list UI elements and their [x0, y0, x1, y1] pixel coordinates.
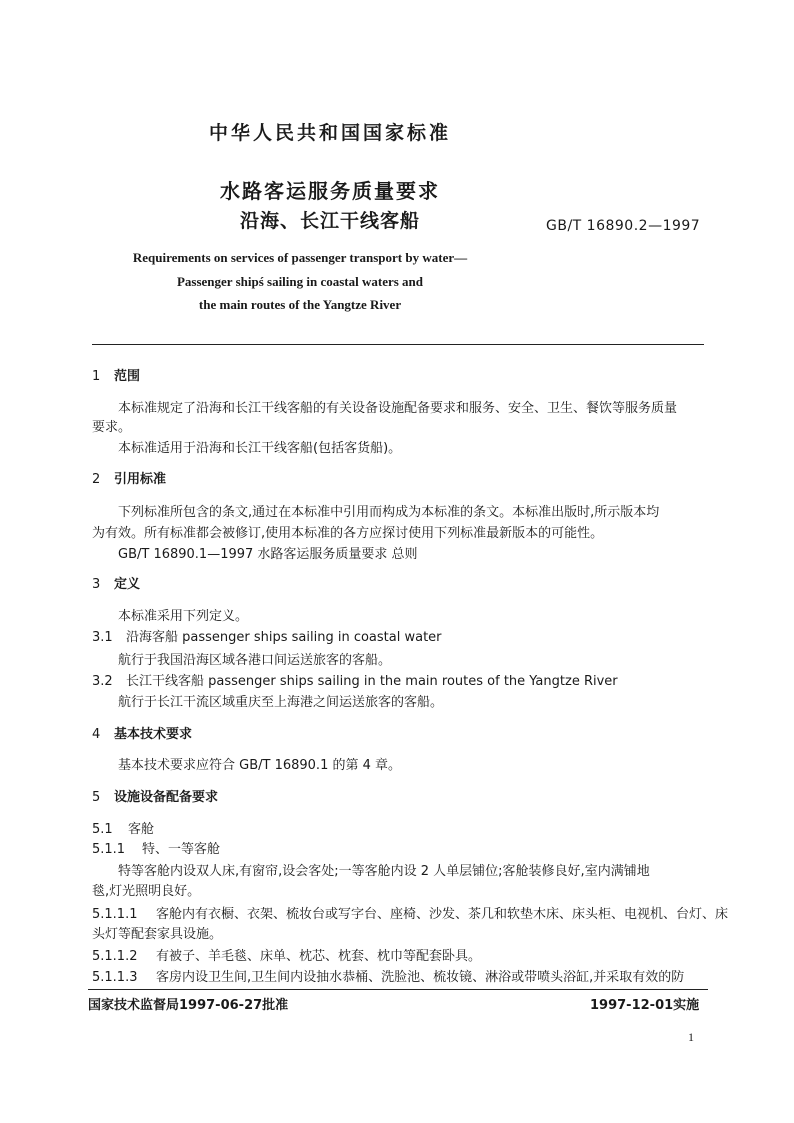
- clause-number: 5.1.1: [92, 842, 126, 857]
- paragraph-line: 为有效。所有标准都会被修订,使用本标准的各方应探讨使用下列标准最新版本的可能性。: [92, 526, 604, 541]
- clause-line: [92, 966, 684, 985]
- paragraph-line: 基本技术要求应符合 GB/T 16890.1 的第 4 章。: [118, 758, 402, 773]
- clause-line: [92, 945, 481, 964]
- document-subtitle: 沿海、长江干线客船: [239, 210, 420, 232]
- clause-text: 客房内设卫生间,卫生间内设抽水恭桶、洗脸池、梳妆镜、淋浴或带喷头浴缸,并采取有效的防: [156, 970, 685, 985]
- english-title-line-2: Passenger shipś sailing in coastal waters and: [176, 274, 424, 289]
- section-title: 定义: [114, 577, 141, 592]
- english-title-line-1: Requirements on services of passenger transport by water—: [132, 250, 468, 265]
- paragraph-line: 航行于我国沿海区域各港口间运送旅客的客船。: [118, 653, 392, 668]
- paragraph-line: 本标准规定了沿海和长江干线客船的有关设备设施配备要求和服务、安全、卫生、餐饮等服务质量: [118, 401, 678, 416]
- clause-text: 特、一等客舱: [142, 842, 221, 857]
- clause-text: 客舱内有衣橱、衣架、梳妆台或写字台、座椅、沙发、茶几和软垫木床、床头柜、电视机、台灯、床: [156, 907, 729, 922]
- clause-text: 沿海客船 passenger ships sailing in coastal water: [126, 630, 442, 645]
- section-heading: [92, 468, 166, 487]
- header-divider: [92, 344, 704, 345]
- section-title: 基本技术要求: [114, 727, 193, 742]
- clause-line: [92, 838, 220, 857]
- section-number: 4: [92, 727, 101, 742]
- clause-text: 有被子、羊毛毯、床单、枕芯、枕套、枕巾等配套卧具。: [156, 949, 482, 964]
- section-heading: [92, 786, 218, 805]
- clause-text: 客舱: [128, 822, 155, 837]
- approval-line: 国家技术监督局1997-06-27批准: [88, 998, 289, 1013]
- paragraph-line: 毯,灯光照明良好。: [92, 884, 201, 899]
- section-title: 引用标准: [114, 472, 167, 487]
- document-title: 水路客运服务质量要求: [220, 179, 440, 203]
- standard-code: GB/T 16890.2—1997: [546, 218, 701, 234]
- section-number: 1: [92, 369, 101, 384]
- clause-text: 长江干线客船 passenger ships sailing in the main routes of the Yangtze River: [126, 674, 618, 689]
- section-title: 范围: [114, 369, 141, 384]
- clause-number: 3.2: [92, 674, 113, 689]
- paragraph-line: 本标准适用于沿海和长江干线客船(包括客货船)。: [118, 441, 402, 456]
- clause-number: 5.1.1.2: [92, 949, 138, 964]
- paragraph-line: 特等客舱内设双人床,有窗帘,设会客处;一等客舱内设 2 人单层铺位;客舱装修良好,室内满铺地: [118, 864, 650, 879]
- paragraph-line: 航行于长江干流区域重庆至上海港之间运送旅客的客船。: [118, 695, 444, 710]
- paragraph-line: 头灯等配套家具设施。: [92, 927, 223, 942]
- footer-divider: [88, 989, 708, 990]
- referenced-standard: GB/T 16890.1—1997 水路客运服务质量要求 总则: [118, 547, 418, 562]
- clause-number: 5.1.1.1: [92, 907, 138, 922]
- section-title: 设施设备配备要求: [114, 790, 219, 805]
- clause-number: 5.1: [92, 822, 113, 837]
- section-number: 5: [92, 790, 101, 805]
- clause-number: 3.1: [92, 630, 113, 645]
- clause-line: [92, 670, 618, 689]
- clause-line: [92, 903, 728, 922]
- effective-date: 1997-12-01实施: [590, 998, 700, 1013]
- paragraph-line: 本标准采用下列定义。: [118, 609, 249, 624]
- page-number: 1: [688, 1030, 694, 1044]
- section-heading: [92, 365, 140, 384]
- section-heading: [92, 573, 140, 592]
- section-heading: [92, 723, 192, 742]
- clause-line: [92, 626, 442, 645]
- english-title-line-3: the main routes of the Yangtze River: [198, 297, 402, 312]
- clause-number: 5.1.1.3: [92, 970, 138, 985]
- national-standard-heading: 中华人民共和国国家标准: [208, 122, 451, 144]
- section-number: 2: [92, 472, 101, 487]
- paragraph-line: 要求。: [92, 420, 132, 435]
- section-number: 3: [92, 577, 101, 592]
- clause-line: [92, 818, 154, 837]
- paragraph-line: 下列标准所包含的条文,通过在本标准中引用而构成为本标准的条文。本标准出版时,所示版本均: [118, 505, 660, 520]
